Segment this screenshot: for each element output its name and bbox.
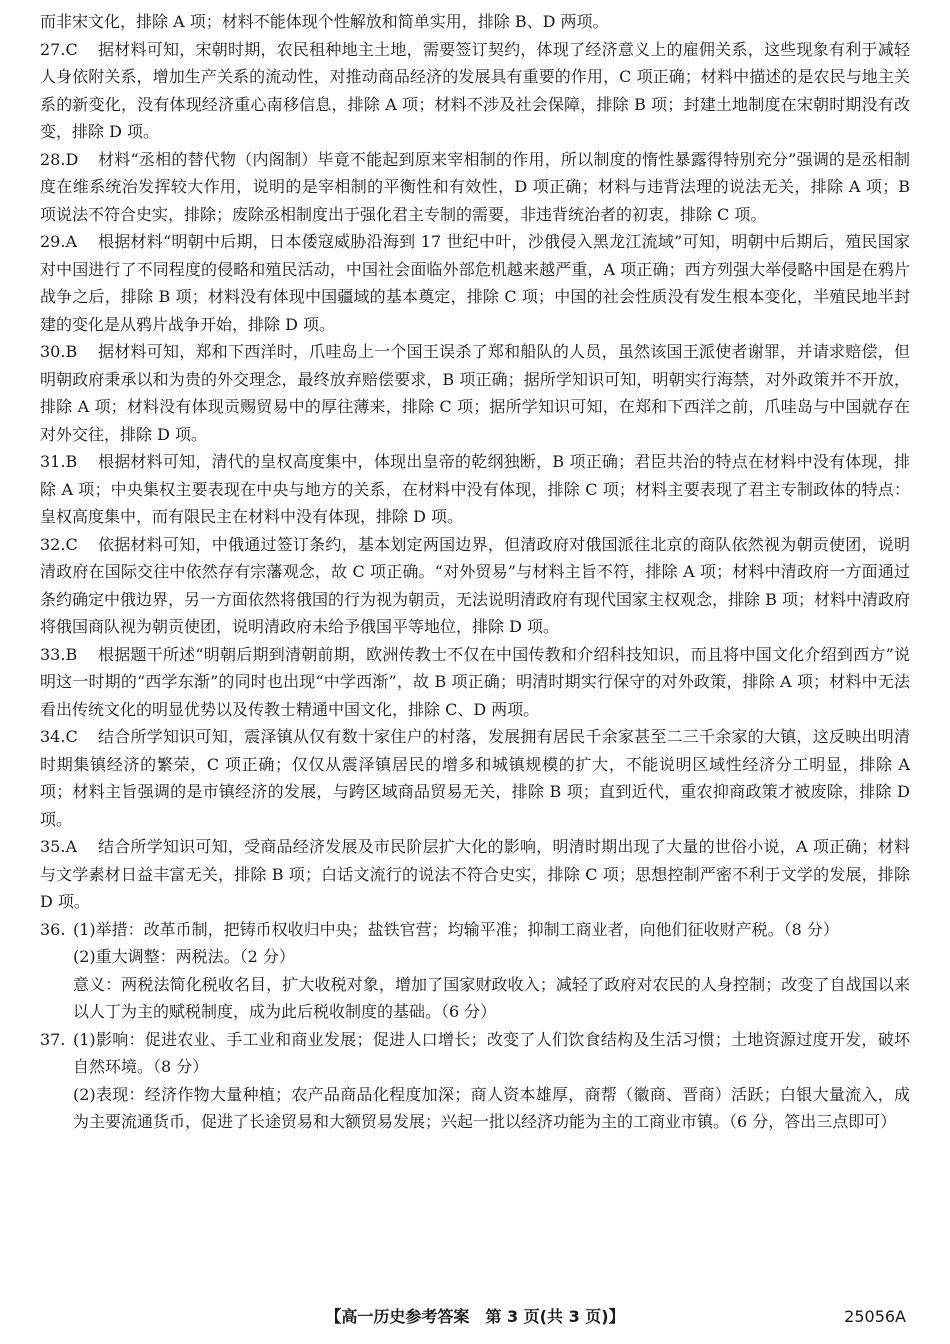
answer-number: 35.A — [40, 837, 77, 856]
answer-34 — [40, 723, 910, 833]
answer-number: 32.C — [40, 534, 78, 554]
footer-code: 25056A — [844, 1307, 906, 1326]
answer-28 — [40, 146, 910, 229]
answer-31 — [40, 448, 910, 531]
answer-29 — [40, 228, 910, 338]
answer-30 — [40, 338, 910, 448]
answer-37-part2: (2)表现：经济作物大量种植；农产品商品化程度加深；商人资本雄厚，商帮（徽商、晋商）活跃；白银大量流入，成为主要流通货币，促进了长途贸易和大额贸易发展；兴起一批以经济功能为主的工商业市镇。（6 分，答出三点即可） — [73, 1084, 910, 1131]
answer-explanation: 材料“丞相的替代物（内阁制）毕竟不能起到原来宰相制的作用，所以制度的惰性暴露得特别充分”强调的是丞相制度在维系统治发挥较大作用，说明的是宰相制的平衡性和有效性，D 项正确；材料与违背法理的说法无关，排除 A 项；B 项说法不符合史实，排除；废除丞相制度出于强化君主专制的需要，非违背统治者的初衷，排除 C 项。 — [40, 149, 910, 224]
intro-line: 而非宋文化，排除 A 项；材料不能体现个性解放和简单实用，排除 B、D 两项。 — [40, 12, 609, 31]
page-footer — [0, 1303, 950, 1331]
answer-number: 31.B — [40, 452, 78, 471]
answer-37-part1: (1)影响：促进农业、手工业和商业发展；促进人口增长；改变了人们饮食结构及生活习惯；土地资源过度开发，破坏自然环境。（8 分） — [73, 1029, 910, 1076]
answer-explanation: 结合所学知识可知，受商品经济发展及市民阶层扩大化的影响，明清时期出现了大量的世俗小说，A 项正确；材料与文学素材日益丰富无关，排除 B 项；白话文流行的说法不符合史实，排除 C 项；思想控制严密不利于文学的发展，排除 D 项。 — [40, 837, 910, 911]
answer-number: 29.A — [40, 232, 77, 251]
answer-number: 28.D — [40, 149, 79, 169]
answer-37 — [40, 1026, 910, 1081]
answer-content — [40, 8, 910, 1136]
answer-explanation: 依据材料可知，中俄通过签订条约，基本划定两国边界，但清政府对俄国派往北京的商队依然视为朝贡使团，说明清政府在国际交往中依然存有宗藩观念，故 C 项正确。“对外贸易”与材料主旨不符，排除 A 项；材料中清政府一方面通过条约确定中俄边界，另一方面依然将俄国的行为视为朝贡，无法说明清政府有现代国家主权观念，排除 B 项；材料中清政府将俄国商队视为朝贡使团，说明清政府未给予俄国平等地位，排除 D 项。 — [40, 534, 910, 636]
answer-32 — [40, 531, 910, 641]
answer-36-part1: (1)举措：改革币制，把铸币权收归中央；盐铁官营；均输平准；抑制工商业者，向他们征收财产税。（8 分） — [73, 919, 839, 939]
answer-36-meaning: 意义：两税法简化税收名目，扩大收税对象，增加了国家财政收入；减轻了政府对农民的人身控制；改变了自战国以来以人丁为主的赋税制度，成为此后税收制度的基础。（6 分） — [73, 974, 910, 1021]
footer-title: 【高一历史参考答案 第 3 页(共 3 页)】 — [325, 1307, 625, 1326]
answer-explanation: 根据材料“明朝中后期，日本倭寇威胁沿海到 17 世纪中叶，沙俄侵入黑龙江流域”可知，明朝中后期后，殖民国家对中国进行了不同程度的侵略和殖民活动，中国社会面临外部危机越来越严重，A 项正确；西方列强大举侵略中国是在鸦片战争之后，排除 B 项；材料没有体现中国疆域的基本奠定，排除 C 项；中国的社会性质没有发生根本变化，半殖民地半封建的变化是从鸦片战争开始，排除 D 项。 — [40, 232, 910, 334]
answer-number: 33.B — [40, 644, 78, 664]
answer-number: 37. — [40, 1029, 66, 1049]
answer-number: 30.B — [40, 342, 78, 361]
answer-number: 36. — [40, 919, 66, 939]
answer-explanation: 据材料可知，宋朝时期，农民租种地主土地，需要签订契约，体现了经济意义上的雇佣关系，这些现象有利于减轻人身依附关系，增加生产关系的流动性，对推动商品经济的发展具有重要的作用，C 项正确；材料中描述的是农民与地主关系的新变化，没有体现经济重心南移信息，排除 A 项；材料不涉及社会保障，排除 B 项；封建土地制度在宋朝时期没有改变，排除 D 项。 — [40, 39, 910, 141]
answer-27 — [40, 36, 910, 146]
answer-number: 34.C — [40, 727, 78, 746]
answer-33 — [40, 641, 910, 724]
answer-35 — [40, 833, 910, 916]
answer-explanation: 根据材料可知，清代的皇权高度集中，体现出皇帝的乾纲独断，B 项正确；君臣共治的特点在材料中没有体现，排除 A 项；中央集权主要表现在中央与地方的关系，在材料中没有体现，排除 C 项；材料主要表现了君主专制政体的特点：皇权高度集中，而有限民主在材料中没有体现，排除 D 项。 — [40, 452, 910, 526]
answer-explanation: 根据题干所述“明朝后期到清朝前期，欧洲传教士不仅在中国传教和介绍科技知识，而且将中国文化介绍到西方”说明这一时期的“西学东渐”的同时也出现“中学西渐”，故 B 项正确；明清时期实行保守的对外政策，排除 A 项；材料中无法看出传统文化的明显优势以及传教士精通中国文化，排除 C、D 两项。 — [40, 644, 910, 719]
answer-explanation: 据材料可知，郑和下西洋时，爪哇岛上一个国王误杀了郑和船队的人员，虽然该国王派使者谢罪，并请求赔偿，但明朝政府秉承以和为贵的外交理念，最终放弃赔偿要求，B 项正确；据所学知识可知，明朝实行海禁，对外政策并不开放，排除 A 项；材料没有体现贡赐贸易中的厚往薄来，排除 C 项；据所学知识可知，在郑和下西洋之前，爪哇岛与中国就存在对外交往，排除 D 项。 — [40, 342, 910, 444]
answer-number: 27.C — [40, 39, 78, 59]
answer-36 — [40, 916, 910, 971]
answer-explanation: 结合所学知识可知，震泽镇从仅有数十家住户的村落，发展拥有居民千余家甚至二三千余家的大镇，这反映出明清时期集镇经济的繁荣，C 项正确；仅仅从震泽镇居民的增多和城镇规模的扩大，不能说明区域性经济分工明显，排除 A 项；材料主旨强调的是市镇经济的发展，与跨区域商品贸易无关，排除 B 项；直到近代，重农抑商政策才被废除，排除 D 项。 — [40, 727, 910, 829]
answer-36-part2: (2)重大调整：两税法。（2 分） — [73, 947, 295, 966]
answer-36-body — [73, 916, 910, 971]
